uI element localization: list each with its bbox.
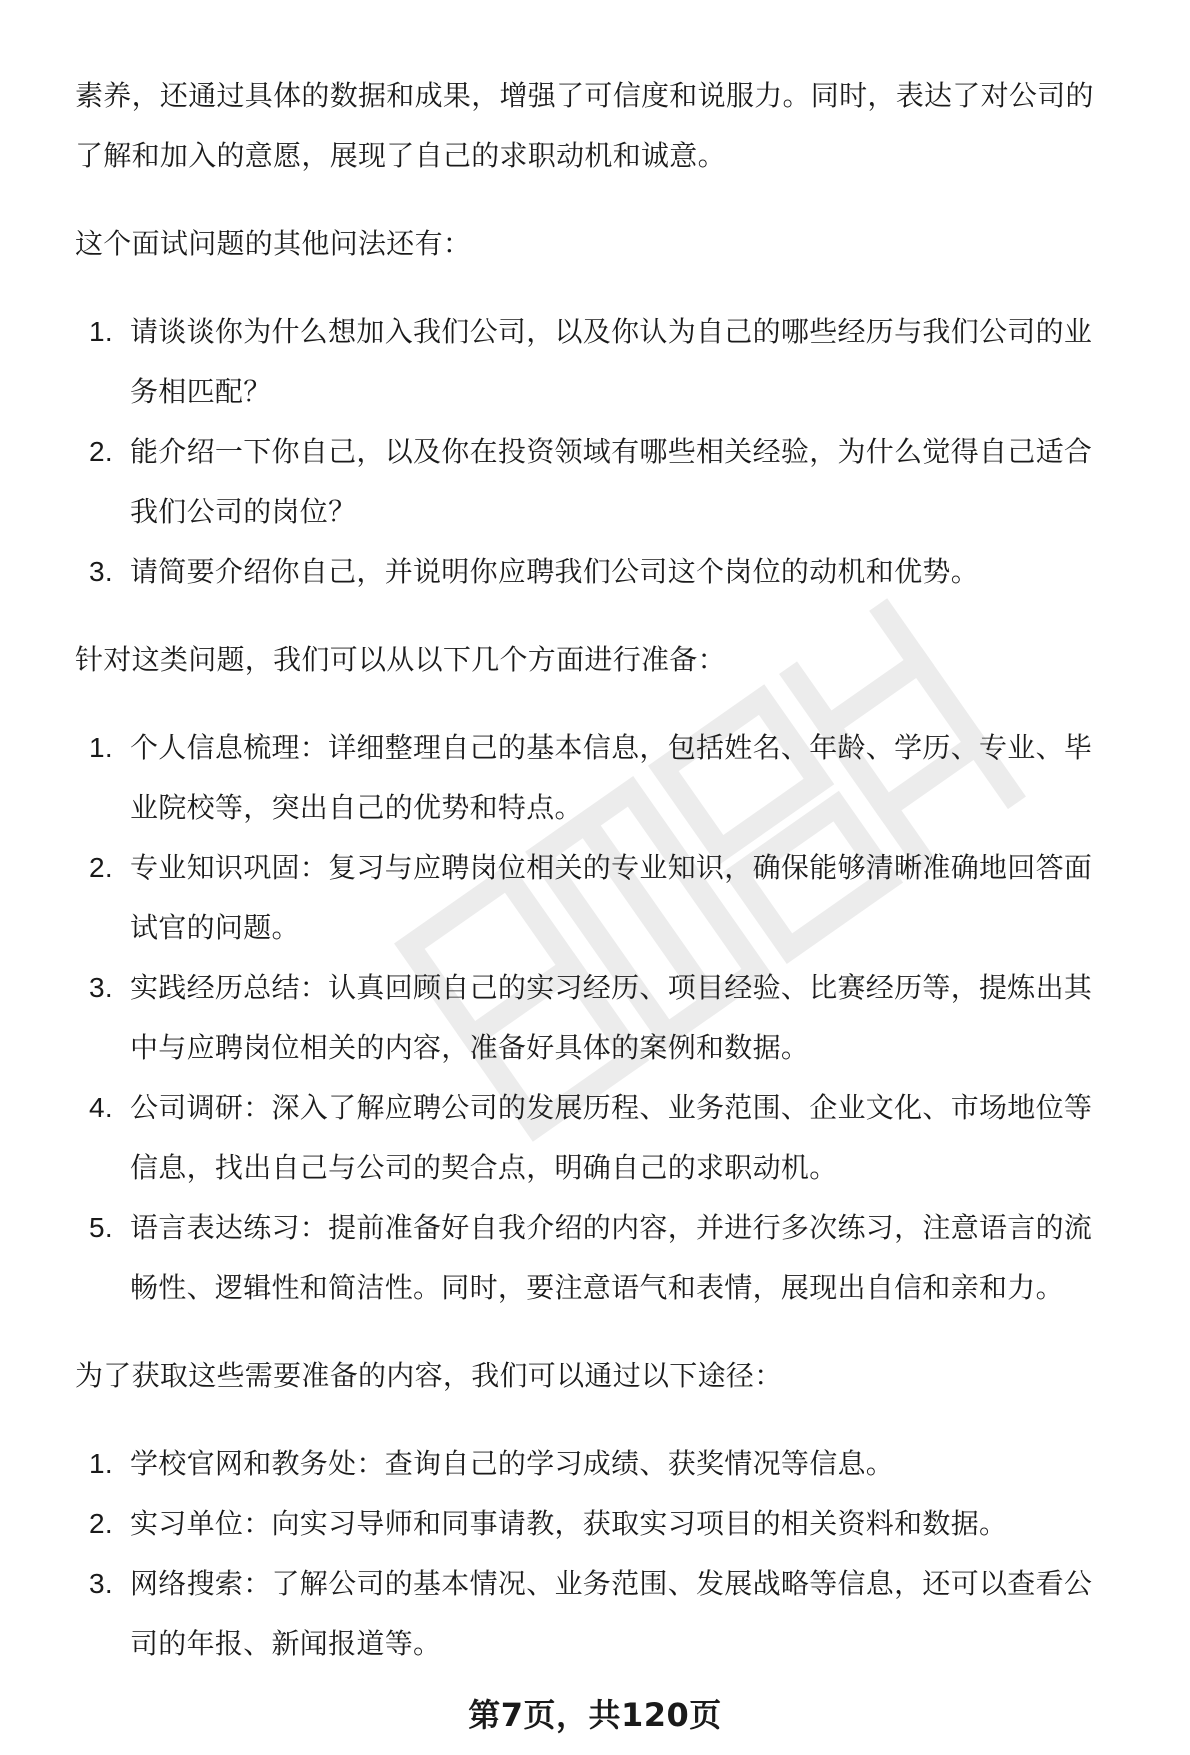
list-line: 公司调研：深入了解应聘公司的发展历程、业务范围、企业文化、市场地位等	[130, 1091, 1093, 1124]
list-item	[75, 1198, 1160, 1318]
list-item	[75, 1554, 1160, 1674]
list-line: 畅性、逻辑性和简洁性。同时，要注意语气和表情，展现出自信和亲和力。	[130, 1271, 1064, 1304]
preparation-list	[75, 718, 1160, 1318]
sources-list	[75, 1434, 1160, 1674]
list-line: 信息，找出自己与公司的契合点，明确自己的求职动机。	[130, 1151, 838, 1184]
list-number: 5.	[89, 1212, 113, 1243]
intro-paragraph	[75, 66, 1160, 186]
section-heading: 针对这类问题，我们可以从以下几个方面进行准备：	[75, 643, 726, 676]
list-number: 1.	[89, 732, 113, 763]
list-number: 2.	[89, 1508, 113, 1539]
list-number: 2.	[89, 436, 113, 467]
list-line: 专业知识巩固：复习与应聘岗位相关的专业知识，确保能够清晰准确地回答面	[130, 851, 1093, 884]
list-item	[75, 718, 1160, 838]
page-number-footer: 第7页，共120页	[468, 1696, 722, 1734]
list-number: 4.	[89, 1092, 113, 1123]
list-line: 能介绍一下你自己，以及你在投资领域有哪些相关经验，为什么觉得自己适合	[130, 435, 1093, 468]
intro-line: 了解和加入的意愿，展现了自己的求职动机和诚意。	[75, 139, 726, 172]
list-line: 我们公司的岗位？	[130, 495, 357, 528]
section-heading: 为了获取这些需要准备的内容，我们可以通过以下途径：	[75, 1359, 783, 1392]
list-item	[75, 1494, 1160, 1554]
list-line: 个人信息梳理：详细整理自己的基本信息，包括姓名、年龄、学历、专业、毕	[130, 731, 1093, 764]
document-body	[75, 66, 1160, 1702]
list-number: 1.	[89, 316, 113, 347]
list-number: 3.	[89, 556, 113, 587]
list-item	[75, 1078, 1160, 1198]
list-line: 试官的问题。	[130, 911, 300, 944]
section-heading: 这个面试问题的其他问法还有：	[75, 227, 472, 260]
list-line: 实践经历总结：认真回顾自己的实习经历、项目经验、比赛经历等，提炼出其	[130, 971, 1093, 1004]
list-number: 1.	[89, 1448, 113, 1479]
list-number: 2.	[89, 852, 113, 883]
list-item	[75, 958, 1160, 1078]
list-item	[75, 422, 1160, 542]
list-line: 实习单位：向实习导师和同事请教，获取实习项目的相关资料和数据。	[130, 1507, 1008, 1540]
list-item	[75, 302, 1160, 422]
alternate-questions-list	[75, 302, 1160, 602]
list-item	[75, 542, 1160, 602]
list-number: 3.	[89, 1568, 113, 1599]
list-line: 请简要介绍你自己，并说明你应聘我们公司这个岗位的动机和优势。	[130, 555, 980, 588]
list-line: 学校官网和教务处：查询自己的学习成绩、获奖情况等信息。	[130, 1447, 895, 1480]
list-number: 3.	[89, 972, 113, 1003]
list-item	[75, 838, 1160, 958]
list-line: 中与应聘岗位相关的内容，准备好具体的案例和数据。	[130, 1031, 810, 1064]
list-item	[75, 1434, 1160, 1494]
list-line: 务相匹配？	[130, 375, 272, 408]
list-line: 语言表达练习：提前准备好自我介绍的内容，并进行多次练习，注意语言的流	[130, 1211, 1093, 1244]
list-line: 网络搜索：了解公司的基本情况、业务范围、发展战略等信息，还可以查看公	[130, 1567, 1093, 1600]
list-line: 请谈谈你为什么想加入我们公司，以及你认为自己的哪些经历与我们公司的业	[130, 315, 1093, 348]
intro-line: 素养，还通过具体的数据和成果，增强了可信度和说服力。同时，表达了对公司的	[75, 79, 1094, 112]
list-line: 司的年报、新闻报道等。	[130, 1627, 442, 1660]
list-line: 业院校等，突出自己的优势和特点。	[130, 791, 583, 824]
